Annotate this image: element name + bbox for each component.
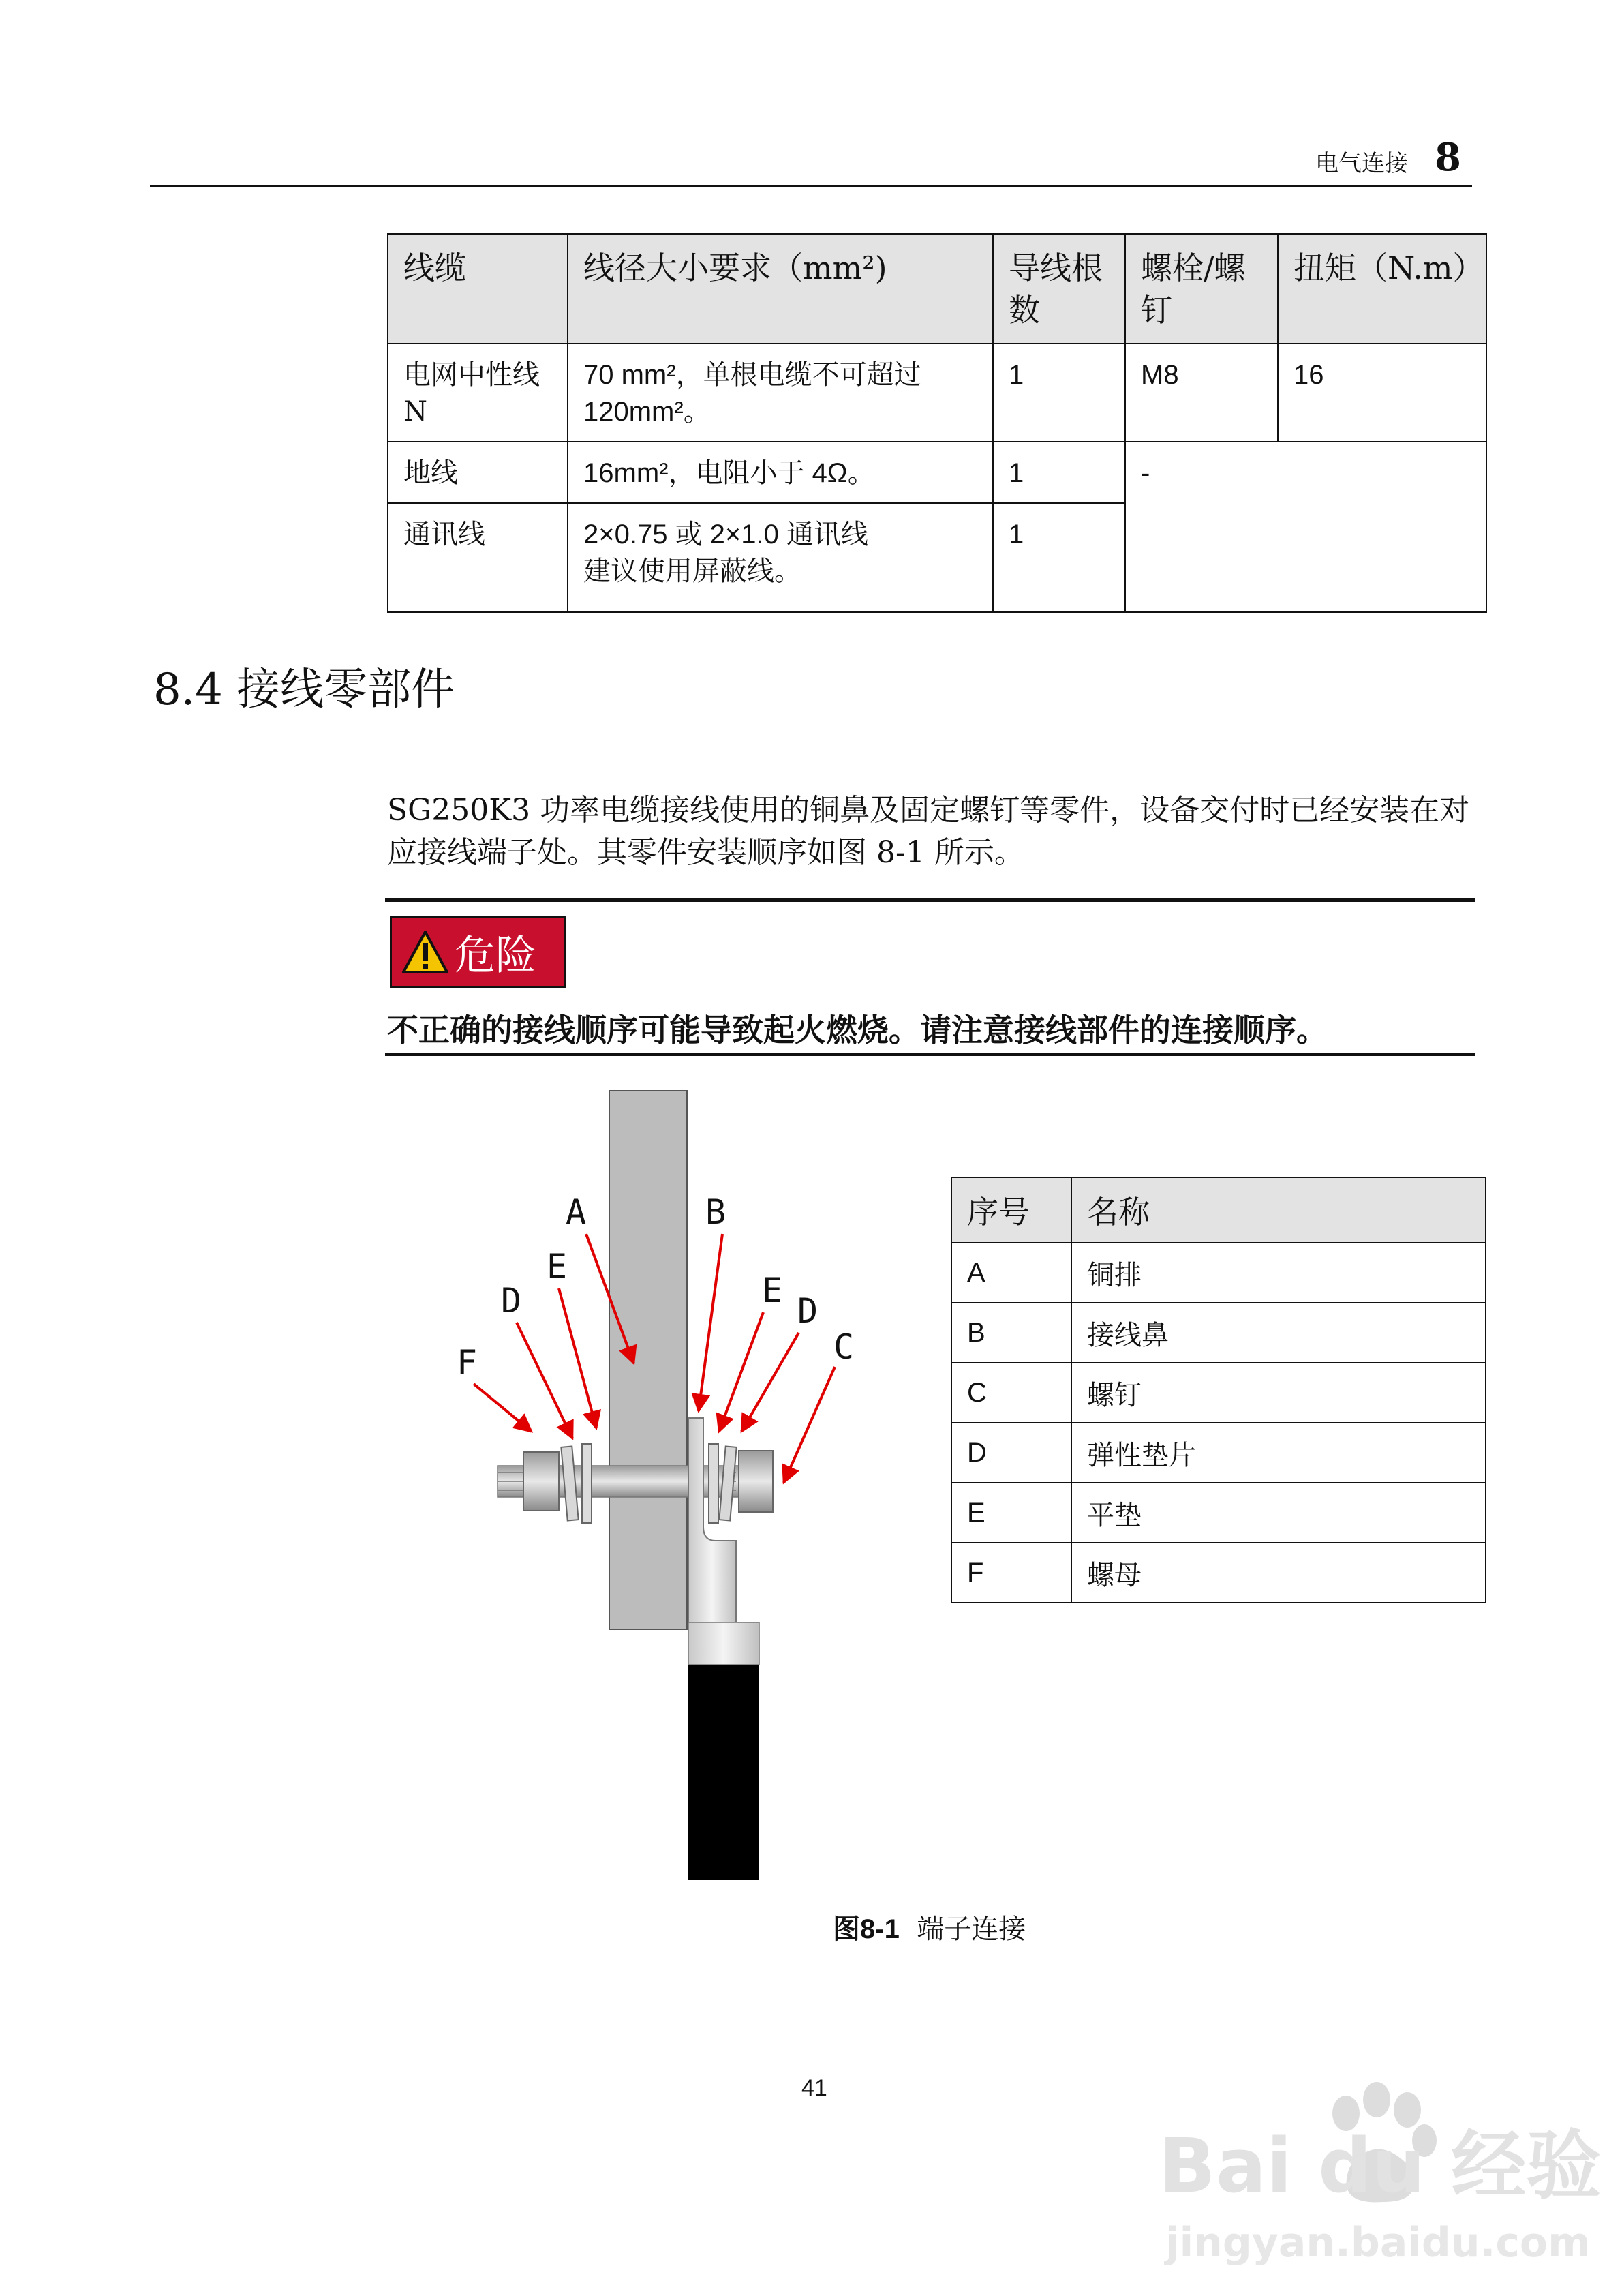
warning-triangle-icon bbox=[401, 930, 449, 975]
cell-id: A bbox=[951, 1243, 1071, 1303]
label-D-right: D bbox=[797, 1291, 818, 1331]
label-B: B bbox=[705, 1192, 726, 1232]
table-header-row bbox=[951, 1177, 1486, 1243]
copper-bar bbox=[609, 1091, 687, 1629]
cell-name: 接线鼻 bbox=[1071, 1303, 1486, 1363]
section-heading bbox=[153, 654, 455, 717]
cell-size: 16mm²，电阻小于 4Ω。 bbox=[568, 442, 993, 503]
cell-bolt-torque: - bbox=[1125, 442, 1486, 612]
cell-id: F bbox=[951, 1543, 1071, 1603]
col-header-name: 名称 bbox=[1071, 1177, 1486, 1243]
label-E-right: E bbox=[762, 1271, 783, 1310]
cell-size bbox=[568, 503, 993, 612]
table-row bbox=[388, 442, 1486, 503]
cell-name: 螺钉 bbox=[1071, 1363, 1486, 1423]
table-row bbox=[951, 1243, 1486, 1303]
table-row bbox=[951, 1303, 1486, 1363]
danger-top-rule bbox=[385, 898, 1475, 902]
label-E-left: E bbox=[547, 1247, 568, 1286]
cell-name: 平垫 bbox=[1071, 1483, 1486, 1543]
cell-size-line2: 建议使用屏蔽线。 bbox=[583, 556, 801, 587]
screw-head bbox=[739, 1451, 773, 1512]
table-row bbox=[951, 1543, 1486, 1603]
danger-text: 不正确的接线顺序可能导致起火燃烧。请注意接线部件的连接顺序。 bbox=[387, 1012, 1328, 1048]
col-header-torque: 扭矩（N.m） bbox=[1278, 234, 1486, 344]
cell-bolt: M8 bbox=[1125, 344, 1278, 442]
table-row bbox=[951, 1483, 1486, 1543]
lug-barrel bbox=[688, 1622, 759, 1665]
cell-name: 铜排 bbox=[1071, 1243, 1486, 1303]
header-rule bbox=[150, 185, 1472, 187]
cell-count: 1 bbox=[993, 344, 1125, 442]
col-header-id: 序号 bbox=[951, 1177, 1071, 1243]
cell-id: E bbox=[951, 1483, 1071, 1543]
running-header-title: 电气连接 bbox=[1315, 150, 1408, 177]
flat-washer-right bbox=[709, 1444, 718, 1523]
cell-name: 弹性垫片 bbox=[1071, 1423, 1486, 1483]
danger-label: 危险 bbox=[455, 932, 536, 980]
body-paragraph: SG250K3 功率电缆接线使用的铜鼻及固定螺钉等零件，设备交付时已经安装在对应接线端子处。其零件安装顺序如图 8-1 所示。 bbox=[387, 793, 1470, 870]
cell-size-line1: 2×0.75 或 2×1.0 通讯线 bbox=[583, 519, 869, 549]
table-row bbox=[951, 1363, 1486, 1423]
flat-washer-left bbox=[582, 1444, 592, 1523]
label-A: A bbox=[566, 1192, 587, 1232]
cell-torque: 16 bbox=[1278, 344, 1486, 442]
baidu-jingyan-watermark bbox=[1152, 2072, 1602, 2277]
figure-title: 端子连接 bbox=[917, 1914, 1026, 1945]
watermark-brand: Bai du 经验 bbox=[1159, 2122, 1602, 2209]
cell-cable: 电网中性线 N bbox=[388, 344, 568, 442]
cell-count: 1 bbox=[993, 442, 1125, 503]
danger-bottom-rule bbox=[385, 1053, 1475, 1056]
cell-id: B bbox=[951, 1303, 1071, 1363]
col-header-cable: 线缆 bbox=[388, 234, 568, 344]
label-F: F bbox=[457, 1343, 478, 1383]
spring-washer-right bbox=[719, 1447, 736, 1521]
chapter-number: 8 bbox=[1435, 135, 1461, 180]
section-number: 8.4 bbox=[153, 665, 223, 715]
cell-id: C bbox=[951, 1363, 1071, 1423]
figure-number: 图8-1 bbox=[833, 1914, 900, 1944]
col-header-count: 导线根数 bbox=[993, 234, 1125, 344]
cell-cable: 通讯线 bbox=[388, 503, 568, 612]
cell-count: 1 bbox=[993, 503, 1125, 612]
cell-cable: 地线 bbox=[388, 442, 568, 503]
table-row bbox=[951, 1423, 1486, 1483]
label-C: C bbox=[833, 1327, 855, 1367]
cell-id: D bbox=[951, 1423, 1071, 1483]
spring-washer-left bbox=[561, 1447, 578, 1521]
label-D-left: D bbox=[501, 1281, 522, 1320]
parts-table bbox=[951, 1177, 1486, 1603]
table-row bbox=[388, 344, 1486, 442]
nut bbox=[523, 1452, 559, 1511]
cell-name: 螺母 bbox=[1071, 1543, 1486, 1603]
cell-size: 70 mm²，单根电缆不可超过 120mm²。 bbox=[568, 344, 993, 442]
table-header-row bbox=[388, 234, 1486, 344]
cable bbox=[688, 1663, 759, 1880]
danger-badge bbox=[390, 916, 566, 988]
terminal-connection-diagram bbox=[436, 1091, 927, 1888]
watermark-url: jingyan.baidu.com bbox=[1165, 2219, 1591, 2267]
col-header-size: 线径大小要求（mm²) bbox=[568, 234, 993, 344]
section-title: 接线零部件 bbox=[236, 665, 455, 715]
col-header-bolt: 螺栓/螺钉 bbox=[1125, 234, 1278, 344]
figure-caption bbox=[833, 1907, 1026, 1946]
page-number: 41 bbox=[801, 2075, 827, 2101]
cable-spec-table bbox=[387, 233, 1487, 613]
